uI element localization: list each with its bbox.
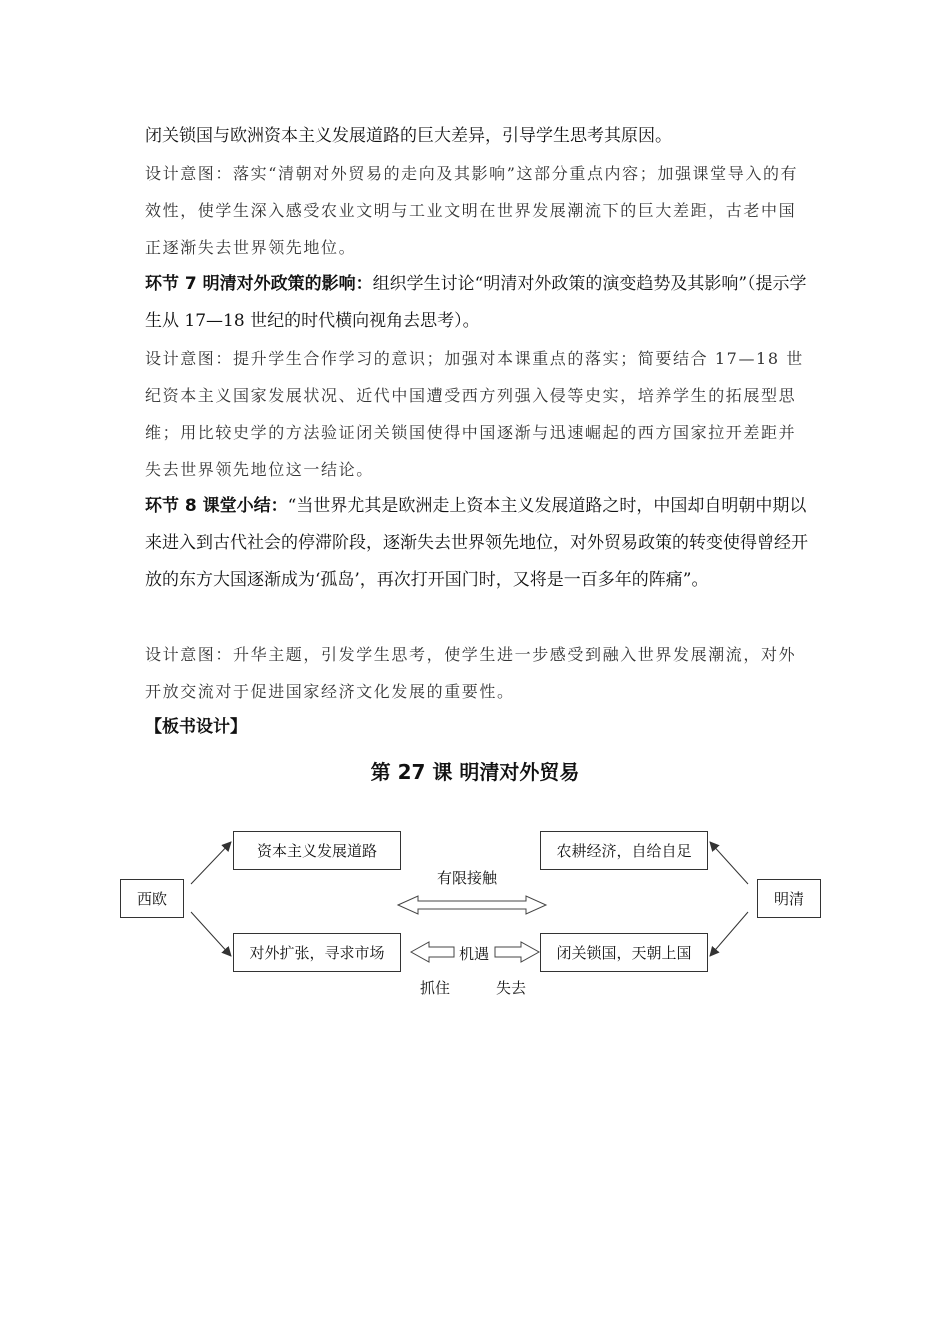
arrow-mingqing-to-farming [710,842,748,884]
paragraph-1: 闭关锁国与欧洲资本主义发展道路的巨大差异，引导学生思考其原因。 [145,126,672,146]
right-arrow-icon [495,942,539,962]
arrow-mingqing-to-closure [710,912,748,956]
design-intent-3: 设计意图：升华主题，引发学生思考，使学生进一步感受到融入世界发展潮流，对外开放交流对于促进国家经济文化发展的重要性。 [145,645,797,701]
node-capitalism-road: 资本主义发展道路 [233,831,401,870]
label-lose: 失去 [496,979,527,997]
step-8-text: “当世界尤其是欧洲走上资本主义发展道路之时，中国却自明朝中期以来进入到古代社会的停滞阶段，逐渐失去世界领先地位，对外贸易政策的转变使得曾经开放的东方大国逐渐成为‘孤岛’，再次打开国门时，又将是一百多年的阵痛”。 [145,496,808,590]
left-arrow-icon [411,942,454,962]
label-opportunity: 机遇 [459,945,490,963]
design-intent-2: 设计意图：提升学生合作学习的意识；加强对本课重点的落实；简要结合 17—18 世纪资本主义国家发展状况、近代中国遭受西方列强入侵等史实，培养学生的拓展型思维；用比较史学的方法验证闭关锁国使得中国逐渐与迅速崛起的西方国家拉开差距并失去世界领先地位这一结论。 [145,349,804,479]
double-arrow-icon [398,896,546,914]
step-8-heading: 环节 8 课堂小结： [145,496,288,516]
node-farming-economy: 农耕经济，自给自足 [540,831,708,870]
node-closed-door: 闭关锁国，天朝上国 [540,933,708,972]
arrow-west-to-capitalism [191,842,231,884]
step-7-text: 组织学生讨论“明清对外政策的演变趋势及其影响”（提示学生从 17—18 世纪的时代横向视角去思考）。 [145,274,807,331]
board-design-heading: 【板书设计】 [145,717,247,737]
node-west-europe: 西欧 [120,879,184,918]
label-limited-contact: 有限接触 [437,869,498,887]
design-intent-1: 设计意图：落实“清朝对外贸易的走向及其影响”这部分重点内容；加强课堂导入的有效性，使学生深入感受农业文明与工业文明在世界发展潮流下的巨大差距，古老中国正逐渐失去世界领先地位。 [145,164,799,257]
node-ming-qing: 明清 [757,879,821,918]
lesson-title: 第 27 课 明清对外贸易 [370,760,580,784]
step-7-heading: 环节 7 明清对外政策的影响： [145,274,373,294]
label-grasp: 抓住 [420,979,451,997]
node-expansion-markets: 对外扩张，寻求市场 [233,933,401,972]
arrow-west-to-expansion [191,912,231,956]
